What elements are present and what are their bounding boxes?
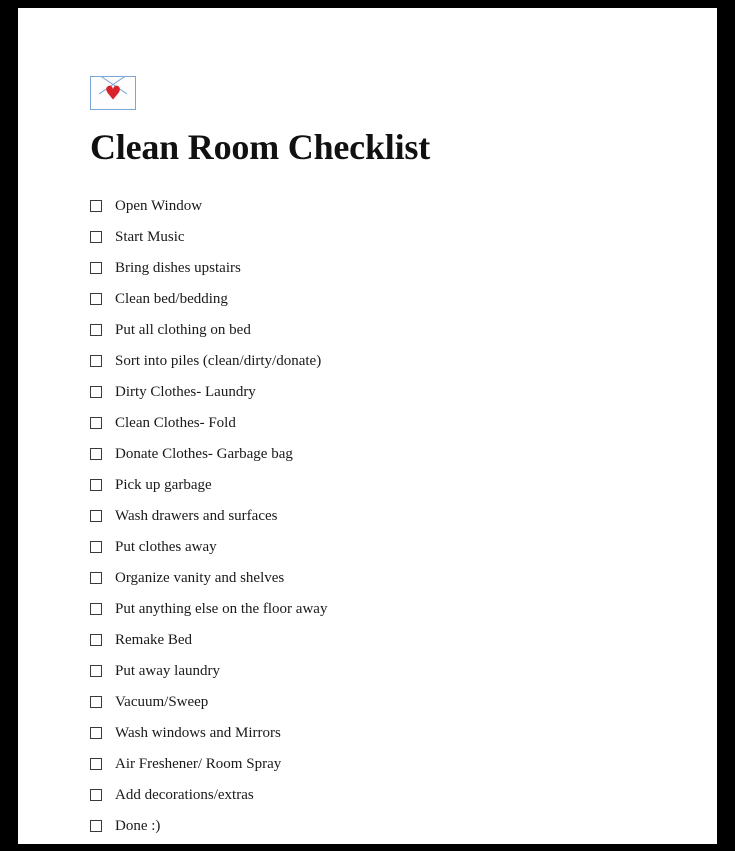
list-item-label: Vacuum/Sweep (115, 694, 209, 710)
checkbox[interactable] (90, 758, 102, 770)
checkbox[interactable] (90, 231, 102, 243)
list-item-label: Put all clothing on bed (115, 322, 251, 338)
list-item-label: Remake Bed (115, 632, 193, 648)
list-item-label: Donate Clothes- Garbage bag (115, 446, 293, 462)
list-item-label: Clean Clothes- Fold (115, 415, 236, 431)
list-item[interactable] (90, 694, 677, 711)
list-item[interactable] (90, 632, 677, 649)
checklist (90, 198, 677, 835)
list-item-label: Sort into piles (clean/dirty/donate) (115, 353, 322, 369)
list-item[interactable] (90, 818, 677, 835)
checkbox[interactable] (90, 355, 102, 367)
list-item-label: Put anything else on the floor away (115, 601, 328, 617)
list-item[interactable] (90, 446, 677, 463)
list-item[interactable] (90, 198, 677, 215)
list-item[interactable] (90, 663, 677, 680)
list-item-label: Start Music (115, 229, 185, 245)
list-item[interactable] (90, 756, 677, 773)
checkbox[interactable] (90, 789, 102, 801)
checkbox[interactable] (90, 603, 102, 615)
checkbox[interactable] (90, 386, 102, 398)
list-item-label: Done :) (115, 818, 161, 834)
love-letter-icon (90, 76, 136, 110)
page-title: Clean Room Checklist (90, 127, 430, 167)
list-item-label: Organize vanity and shelves (115, 570, 285, 586)
document-page (18, 8, 717, 844)
checkbox[interactable] (90, 696, 102, 708)
list-item[interactable] (90, 508, 677, 525)
list-item[interactable] (90, 229, 677, 246)
list-item[interactable] (90, 601, 677, 618)
list-item[interactable] (90, 260, 677, 277)
list-item[interactable] (90, 725, 677, 742)
checkbox[interactable] (90, 324, 102, 336)
list-item-label: Wash drawers and surfaces (115, 508, 278, 524)
checkbox[interactable] (90, 820, 102, 832)
heart-icon: ♥ (104, 82, 122, 105)
list-item-label: Clean bed/bedding (115, 291, 228, 307)
checkbox[interactable] (90, 572, 102, 584)
checkbox[interactable] (90, 262, 102, 274)
document-content (90, 76, 677, 849)
list-item-label: Bring dishes upstairs (115, 260, 241, 276)
checkbox[interactable] (90, 541, 102, 553)
list-item[interactable] (90, 570, 677, 587)
list-item[interactable] (90, 384, 677, 401)
checkbox[interactable] (90, 448, 102, 460)
checkbox[interactable] (90, 479, 102, 491)
list-item[interactable] (90, 539, 677, 556)
list-item-label: Put clothes away (115, 539, 217, 555)
list-item-label: Add decorations/extras (115, 787, 254, 803)
list-item[interactable] (90, 787, 677, 804)
list-item[interactable] (90, 415, 677, 432)
list-item-label: Wash windows and Mirrors (115, 725, 281, 741)
checkbox[interactable] (90, 417, 102, 429)
list-item[interactable] (90, 322, 677, 339)
checkbox[interactable] (90, 665, 102, 677)
list-item[interactable] (90, 477, 677, 494)
checkbox[interactable] (90, 200, 102, 212)
list-item-label: Put away laundry (115, 663, 220, 679)
list-item[interactable] (90, 291, 677, 308)
checkbox[interactable] (90, 293, 102, 305)
list-item-label: Dirty Clothes- Laundry (115, 384, 256, 400)
checkbox[interactable] (90, 510, 102, 522)
list-item-label: Pick up garbage (115, 477, 212, 493)
checkbox[interactable] (90, 634, 102, 646)
list-item-label: Air Freshener/ Room Spray (115, 756, 282, 772)
checkbox[interactable] (90, 727, 102, 739)
list-item[interactable] (90, 353, 677, 370)
list-item-label: Open Window (115, 198, 203, 214)
